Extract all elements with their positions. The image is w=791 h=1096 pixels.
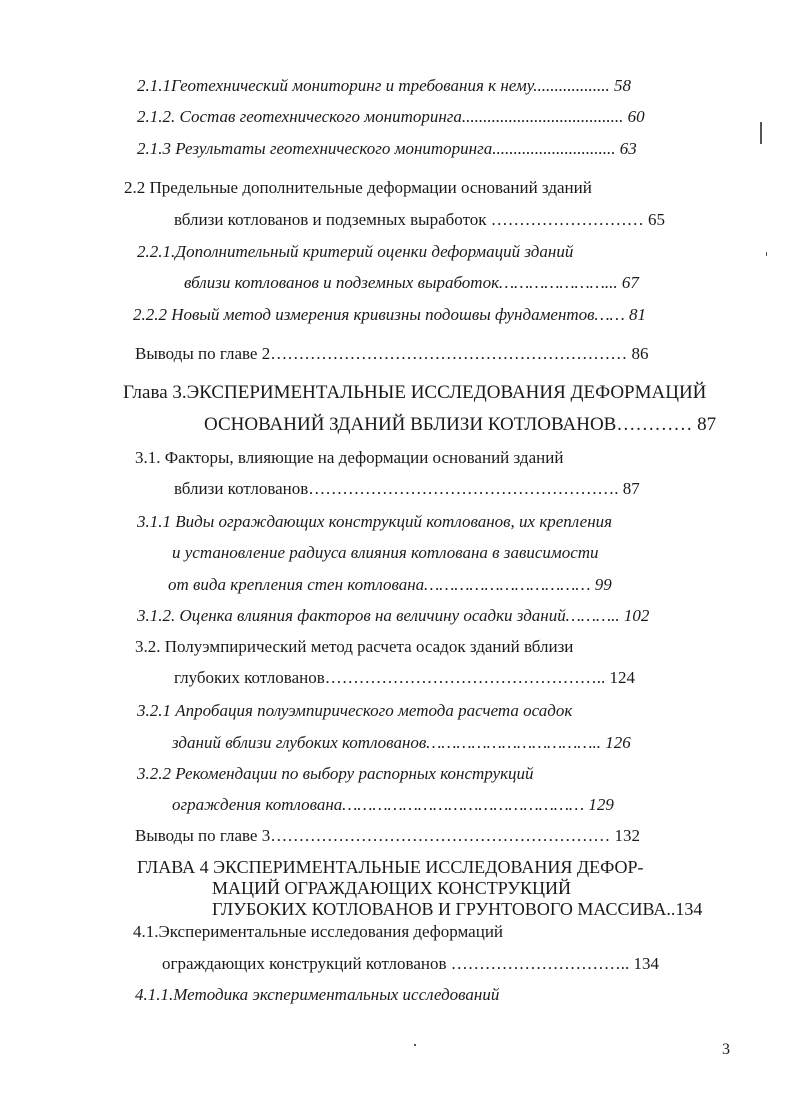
toc-line-3-1-1: 3.1.1 Виды ограждающих конструкций котлованов, их крепления (137, 512, 613, 531)
toc-line-2-2-1: 2.2.1.Дополнительный критерий оценки деформаций зданий (137, 242, 574, 261)
toc-line-chapter-4: ГЛАВА 4 ЭКСПЕРИМЕНТАЛЬНЫЕ ИССЛЕДОВАНИЯ ДЕФОР- (137, 857, 644, 877)
toc-line-3-1-1-cont2: от вида крепления стен котлована…………………………… 99 (168, 575, 612, 594)
toc-line-3-2-cont: глубоких котлованов………………………………………….. 124 (174, 668, 636, 687)
toc-line-3-2-2: 3.2.2 Рекомендации по выбору распорных конструкций (137, 764, 534, 783)
toc-line-chapter-4-cont2: ГЛУБОКИХ КОТЛОВАНОВ И ГРУНТОВОГО МАССИВА..134 (212, 899, 703, 919)
toc-line-chapter-4-cont1: МАЦИЙ ОГРАЖДАЮЩИХ КОНСТРУКЦИЙ (212, 878, 572, 898)
toc-line-4-1-1: 4.1.1.Методика экспериментальных исследований (135, 985, 500, 1004)
toc-line-3-2-1: 3.2.1 Апробация полуэмпирического метода расчета осадок (137, 701, 573, 720)
toc-line-4-1: 4.1.Экспериментальные исследования деформаций (133, 922, 504, 941)
scan-mark-right (760, 122, 762, 144)
toc-line-conclusions-3: Выводы по главе 3…………………………………………………… 132 (135, 826, 640, 845)
toc-line-2-1-1: 2.1.1Геотехнический мониторинг и требования к нему.................. 58 (137, 76, 631, 95)
toc-line-chapter-3: Глава 3.ЭКСПЕРИМЕНТАЛЬНЫЕ ИССЛЕДОВАНИЯ ДЕФОРМАЦИЙ (123, 382, 707, 403)
toc-line-2-2: 2.2 Предельные дополнительные деформации оснований зданий (124, 178, 592, 197)
toc-line-3-2-2-cont: ограждения котлована………………………………………… 129 (172, 795, 614, 814)
toc-line-2-1-2: 2.1.2. Состав геотехнического мониторинга...................................... 60 (137, 107, 645, 126)
page-number: 3 (722, 1041, 730, 1058)
toc-line-3-1: 3.1. Факторы, влияющие на деформации оснований зданий (135, 448, 564, 467)
scan-mark-bottom (414, 1044, 416, 1046)
toc-line-4-1-cont: ограждающих конструкций котлованов ………………………….. 134 (162, 954, 659, 973)
toc-line-3-1-1-cont1: и установление радиуса влияния котлована в зависимости (172, 543, 599, 562)
toc-line-2-2-1-cont: вблизи котлованов и подземных выработок…………………... 67 (184, 273, 639, 292)
toc-line-2-2-cont: вблизи котлованов и подземных выработок ……………………… 65 (174, 210, 666, 229)
toc-line-2-2-2: 2.2.2 Новый метод измерения кривизны подошвы фундаментов…… 81 (133, 305, 647, 324)
toc-line-3-1-2: 3.1.2. Оценка влияния факторов на величину осадки зданий……….. 102 (137, 606, 650, 625)
toc-line-conclusions-2: Выводы по главе 2……………………………………………………… 86 (135, 344, 649, 363)
toc-line-3-2: 3.2. Полуэмпирический метод расчета осадок зданий вблизи (135, 637, 574, 656)
scan-mark-right-small (766, 252, 767, 256)
toc-line-chapter-3-cont: ОСНОВАНИЙ ЗДАНИЙ ВБЛИЗИ КОТЛОВАНОВ………… 87 (204, 414, 717, 435)
toc-line-3-2-1-cont: зданий вблизи глубоких котлованов…………………………….. 126 (172, 733, 631, 752)
toc-line-2-1-3: 2.1.3 Результаты геотехнического мониторинга............................. 63 (137, 139, 637, 158)
toc-line-3-1-cont: вблизи котлованов………………………………………………. 87 (174, 479, 640, 498)
